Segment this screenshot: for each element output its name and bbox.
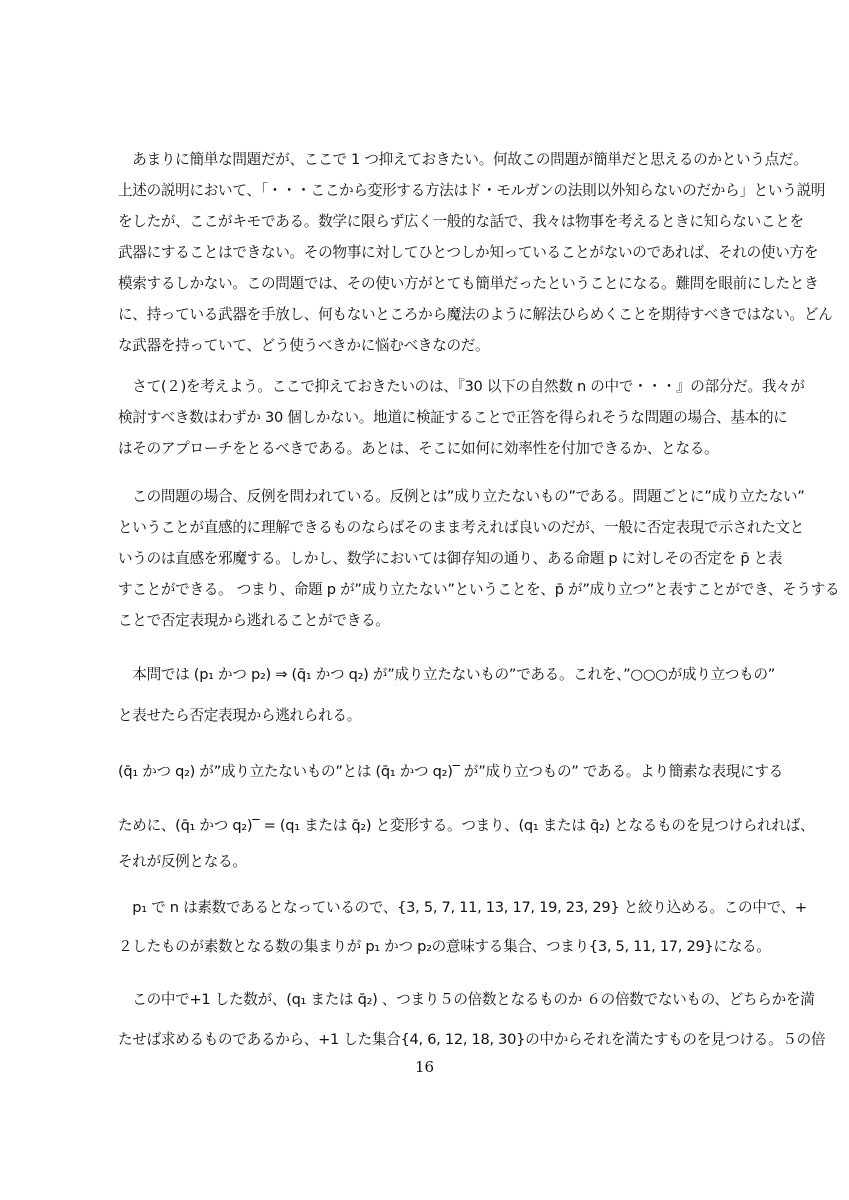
text-line: はそのアプローチをとるべきである。あとは、そこに如何に効率性を付加できるか、となる。 xyxy=(118,440,719,457)
text-line: ２したものが素数となる数の集まりが p₁ かつ p₂の意味する集合、つまり{3, 5, 11, 17, 29}になる。 xyxy=(118,938,771,955)
text-line: あまりに簡単な問題だが、ここで 1 つ抑えておきたい。何故この問題が簡単だと思えるのかという点だ。 xyxy=(118,151,808,168)
text-line: と表せたら否定表現から逃れられる。 xyxy=(118,707,361,724)
text-line: p₁ で n は素数であるとなっているので、{3, 5, 7, 11, 13, 17, 19, 23, 29} と絞り込める。この中で、+ xyxy=(118,899,807,916)
text-line: それが反例となる。 xyxy=(118,853,247,870)
text-line: ことで否定表現から逃れることができる。 xyxy=(118,612,390,629)
text-line: この問題の場合、反例を問われている。反例とは”成り立たないもの”である。問題ごとに”成り立たない” xyxy=(118,488,805,505)
text-line: ために、(q̄₁ かつ q₂)‾ = (q₁ または q̄₂) と変形する。つまり、(q₁ または q̄₂) となるものを見つけられれば、 xyxy=(118,817,815,834)
text-line: たせば求めるものであるから、+1 した集合{4, 6, 12, 18, 30}の中からそれを満たすものを見つける。５の倍 xyxy=(118,1031,826,1048)
text-line: ということが直感的に理解できるものならばそのまま考えれば良いのだが、一般に否定表現で示された文と xyxy=(118,519,805,536)
text-line: さて(２)を考えよう。ここで抑えておきたいのは、『30 以下の自然数 n の中で・・・』の部分だ。我々が xyxy=(118,378,805,395)
text-line: 模索するしかない。この問題では、その使い方がとても簡単だったということになる。難問を眼前にしたとき xyxy=(118,275,819,292)
text-line: な武器を持っていて、どう使うべきかに悩むべきなのだ。 xyxy=(118,337,490,354)
text-line: 本問では (p₁ かつ p₂) ⇒ (q̄₁ かつ q₂) が”成り立たないもの”である。これを、”○○○が成り立つもの” xyxy=(118,666,776,683)
page-number: 16 xyxy=(414,1058,435,1076)
text-line: 検討すべき数はわずか 30 個しかない。地道に検証することで正答を得られそうな問題の場合、基本的に xyxy=(118,409,788,426)
text-line: に、持っている武器を手放し、何もないところから魔法のように解法ひらめくことを期待すべきではない。どん xyxy=(118,306,833,323)
text-line: をしたが、ここがキモである。数学に限らず広く一般的な話で、我々は物事を考えるときに知らないことを xyxy=(118,213,804,230)
text-line: 武器にすることはできない。その物事に対してひとつしか知っていることがないのであれば、それの使い方を xyxy=(118,244,819,261)
text-line: 上述の説明において、「・・・ここから変形する方法はド・モルガンの法則以外知らないのだから」という説明 xyxy=(118,182,826,199)
text-line: この中で+1 した数が、(q₁ または q̄₂) 、つまり５の倍数となるものか ６の倍数でないもの、どちらかを満 xyxy=(118,991,815,1008)
text-line: すことができる。 つまり、命題 p が”成り立たない”ということを、p̄ が”成り立つ”と表すことができ、そうする xyxy=(118,581,840,598)
text-line: (q̄₁ かつ q₂) が”成り立たないもの”とは (q̄₁ かつ q₂)‾ が”成り立つもの” である。より簡素な表現にする xyxy=(118,763,783,780)
text-line: いうのは直感を邪魔する。しかし、数学においては御存知の通り、ある命題 p に対しその否定を p̄ と表 xyxy=(118,550,783,567)
